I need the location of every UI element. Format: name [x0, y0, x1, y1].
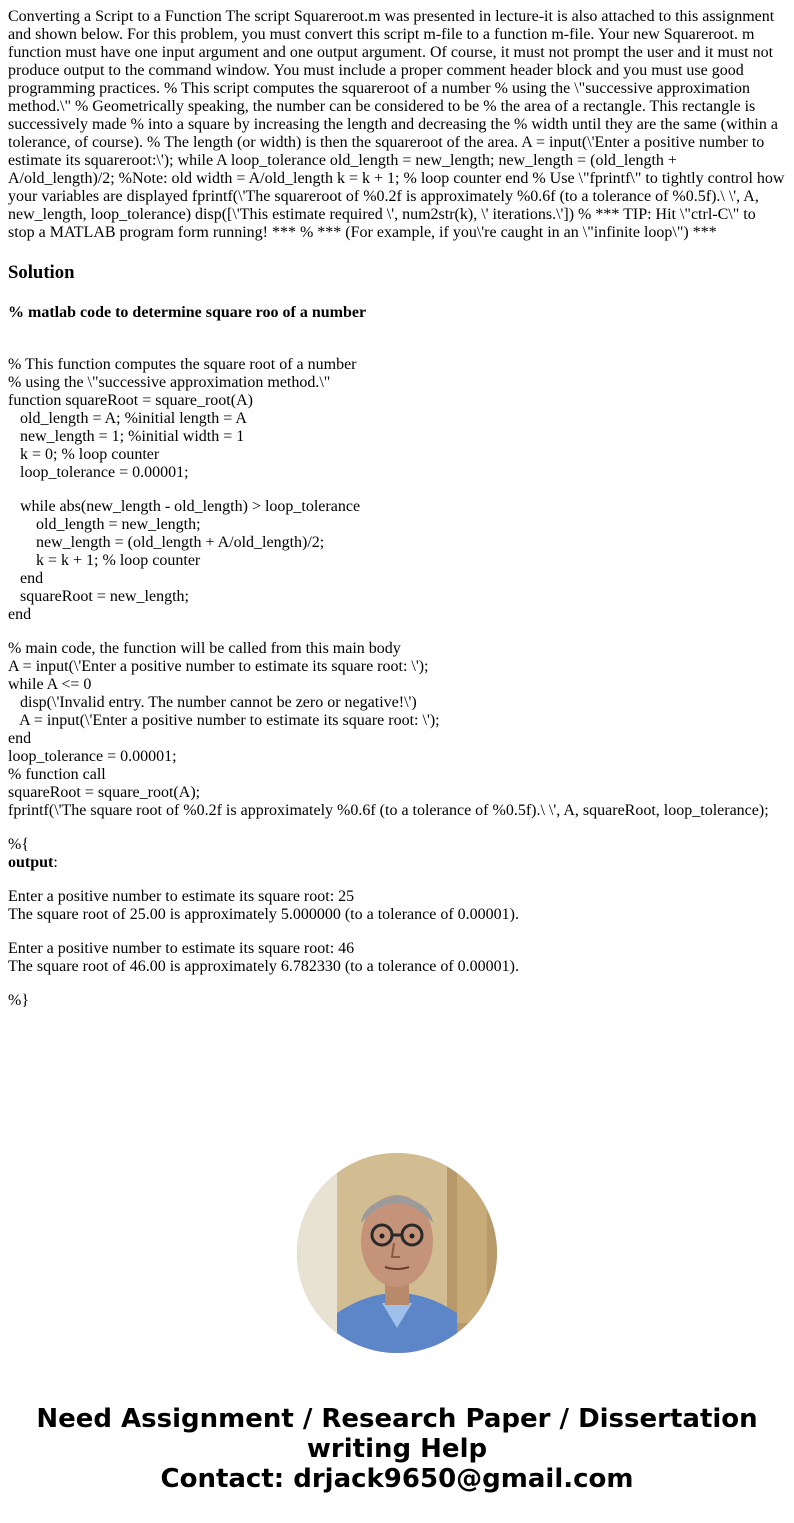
code-line: A = input(\'Enter a positive number to estimate its square root: \');: [8, 712, 440, 729]
code-heading: % matlab code to determine square roo of a number: [8, 304, 367, 321]
code-line: k = k + 1; % loop counter: [8, 552, 201, 569]
code-line: old_length = A; %initial length = A: [8, 410, 247, 427]
solution-heading: Solution: [8, 262, 75, 283]
code-line: squareRoot = square_root(A);: [8, 784, 201, 801]
output-line: The square root of 25.00 is approximately 5.000000 (to a tolerance of 0.00001).: [8, 906, 519, 923]
code-line: loop_tolerance = 0.00001;: [8, 464, 189, 481]
code-line: % This function computes the square root of a number: [8, 356, 357, 373]
comment-open: %{: [8, 836, 30, 853]
code-line: loop_tolerance = 0.00001;: [8, 748, 177, 765]
code-line: squareRoot = new_length;: [8, 588, 189, 605]
comment-close: %}: [8, 992, 30, 1009]
code-line: A = input(\'Enter a positive number to estimate its square root: \');: [8, 658, 429, 675]
output-line: The square root of 46.00 is approximately 6.782330 (to a tolerance of 0.00001).: [8, 958, 519, 975]
code-line: end: [8, 570, 44, 587]
output-colon: :: [53, 854, 58, 871]
document-content: [8, 8, 786, 1010]
promo-banner: [0, 1404, 794, 1494]
promo-line-2: writing Help: [306, 1434, 488, 1464]
avatar-illustration: [297, 1153, 497, 1353]
code-line: while abs(new_length - old_length) > loop_tolerance: [8, 498, 361, 515]
code-line: function squareRoot = square_root(A): [8, 392, 253, 409]
promo-line-1: Need Assignment / Research Paper / Dissertation: [36, 1404, 758, 1434]
code-line: while A <= 0: [8, 676, 92, 693]
code-line: % main code, the function will be called from this main body: [8, 640, 401, 657]
code-line: new_length = 1; %initial width = 1: [8, 428, 245, 445]
code-line: % using the \"successive approximation method.\": [8, 374, 331, 391]
function-code: [8, 356, 786, 624]
code-line: new_length = (old_length + A/old_length)/2;: [8, 534, 325, 551]
code-line: % function call: [8, 766, 106, 783]
code-line: disp(\'Invalid entry. The number cannot be zero or negative!\'): [8, 694, 417, 711]
code-line: old_length = new_length;: [8, 516, 201, 533]
contact-email: Contact: drjack9650@gmail.com: [160, 1464, 634, 1494]
code-line: end: [8, 730, 32, 747]
person-photo-icon: [297, 1153, 497, 1353]
output-block: [8, 836, 786, 1010]
main-code: [8, 640, 786, 820]
code-line: end: [8, 606, 32, 623]
output-line: Enter a positive number to estimate its square root: 46: [8, 940, 355, 957]
code-line: k = 0; % loop counter: [8, 446, 160, 463]
output-line: Enter a positive number to estimate its square root: 25: [8, 888, 355, 905]
code-line: fprintf(\'The square root of %0.2f is approximately %0.6f (to a tolerance of %0.5f).\ \', A, squareRoot, loop_tolerance);: [8, 802, 769, 819]
output-label-line: [8, 854, 786, 872]
output-label: output: [8, 854, 54, 871]
question-text: Converting a Script to a Function The script Squareroot.m was presented in lecture-it is also attached to this assignment and shown below. For this problem, you must convert this script m-file to a function m-file. Your new Squareroot. m function must have one input argument and one output argument. Of course, it must not prompt the user and it must not produce output to the command window. You must include a proper comment header block and you must use good programming practices. % This script computes the squareroot of a number % using the \"successive approximation method.\" % Geometrically speaking, the number can be considered to be % the area of a rectangle. This rectangle is successively made % into a square by increasing the length and decreasing the % width until they are the same (within a tolerance, of course). % The length (or width) is then the squareroot of the area. A = input(\'Enter a positive number to estimate its squareroot:\'); while A loop_tolerance old_length = new_length; new_length = (old_length + A/old_length)/2; %Note: old width = A/old_length k = k + 1; % loop counter end % Use \"fprintf\" to tightly control how your variables are displayed fprintf(\'The squareroot of %0.2f is approximately %0.6f (to a tolerance of %0.5f).\ \', A, new_length, loop_tolerance) disp([\'This estimate required \', num2str(k), \' iterations.\']) % *** TIP: Hit \"ctrl-C\" to stop a MATLAB program form running! *** % *** (For example, if you\'re caught in an \"infinite loop\") ***: [8, 8, 785, 241]
